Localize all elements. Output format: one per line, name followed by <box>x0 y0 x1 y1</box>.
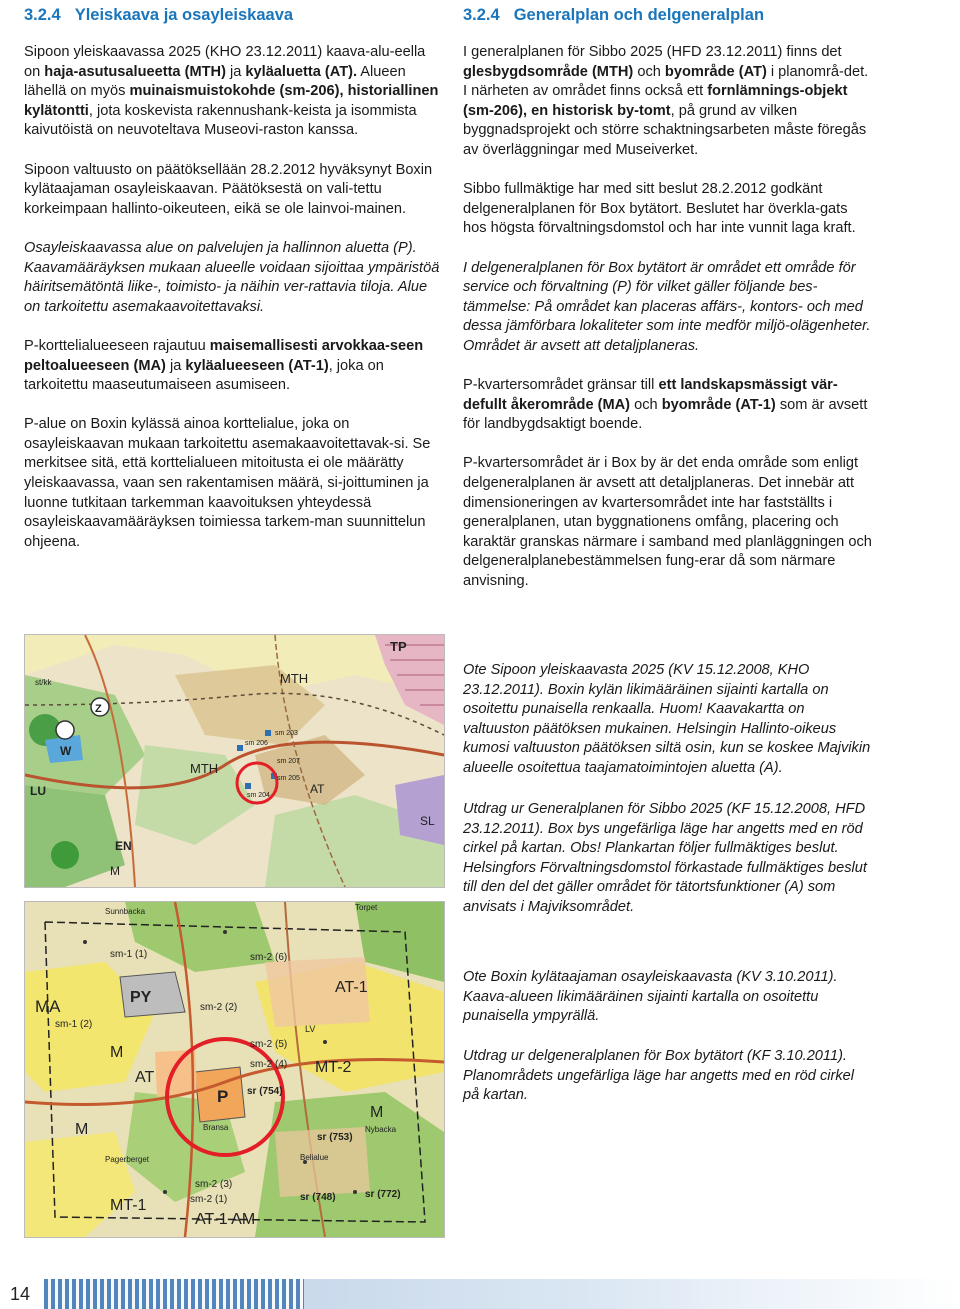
paragraph-sv-3: I delgeneralplanen för Box bytätort är området ett område för service och förvaltning (P) för vilket gäller följande bes-tämmelse: På området kan placeras affärs-, kontors- och med dessa jämförbara lokaliteter som inte medför miljö-olägenheter. Området är avsett att detaljplaneras. <box>463 259 871 354</box>
map-label: Torpet <box>355 903 378 912</box>
map-label: st/kk <box>35 678 52 687</box>
partial-master-plan-map-graphic <box>25 902 444 1237</box>
map-caption-fi-1: Ote Sipoon yleiskaavasta 2025 (KV 15.12.2008, KHO 23.12.2011). Boxin kylän likimääräinen sijainti kartalla on osoitettu punaisella renkaalla. Huom! Kaavakartta on valtuuston päätöksen mukainen. Helsingin Hallinto-oikeus kumosi valtuuston päätöksen siltä osin, kun se koskee Majvikin alueelle osoitettua taajamatoimintojen aluetta (A). <box>463 662 871 776</box>
map-label: sm 204 <box>247 792 270 799</box>
map-label: TP <box>390 639 407 654</box>
map-label: sm-2 (6) <box>250 952 288 963</box>
map-label: sm-2 (5) <box>250 1039 288 1050</box>
text-run: och <box>633 63 665 80</box>
text-run: som är avsett för landbygdsaktigt boende. <box>463 396 868 433</box>
paragraph-sv-4 <box>463 376 873 435</box>
bold-run: muinaismuistokohde (sm-206), historiallinen kylätontti <box>24 83 439 119</box>
map-label: M <box>75 1121 89 1138</box>
map-label: sm 207 <box>277 758 300 765</box>
text-run: ja <box>225 63 246 80</box>
text-run: , jota koskevista rakennushank-keista ja isommista kaivutöistä on neuvoteltava Museovi-raston kanssa. <box>24 102 417 139</box>
map-caption-sv-2: Utdrag ur delgeneralplanen för Box bytätort (KF 3.10.2011). Planområdets ungefärliga läge har angetts med en röd cirkel på kartan. <box>463 1048 855 1104</box>
bold-run: kyläalueeseen (AT-1) <box>185 357 329 374</box>
text-run: , joka on tarkoitettu maaseutumaiseen asumiseen. <box>24 357 384 394</box>
paragraph-fi-4 <box>24 337 444 396</box>
map-label: MTH <box>280 671 309 686</box>
text-run: P-kvartersområdet gränsar till <box>463 377 659 394</box>
map-label: sm-2 (4) <box>250 1059 288 1070</box>
map-label: MTH <box>190 761 219 776</box>
text-run: , på grund av vilken byggnadsprojekt och större schaktningsarbeten måste föregås av överläggningar med Museiverket. <box>463 102 867 158</box>
section-heading-sv <box>463 4 873 26</box>
section-title-fi: Yleiskaava ja osayleiskaava <box>74 6 294 24</box>
footer-stripes <box>44 1279 304 1309</box>
bold-run: glesbygdsområde (MTH) <box>463 63 634 80</box>
general-plan-map <box>24 634 445 888</box>
map-label: EN <box>115 839 132 853</box>
bold-run: maisemallisesti arvokkaa-seen peltoalueeseen (MA) <box>24 337 424 374</box>
text-run: P-korttelialueeseen rajautuu <box>24 337 210 354</box>
paragraph-fi-1 <box>24 43 444 141</box>
paragraph-fi-5: P-alue on Boxin kylässä ainoa korttelialue, joka on osayleiskaavan mukaan tarkoitettu asemakaavoitettavak-si. Se merkitsee sitä, että korttelialueen mitoitusta ei ole määrätty yleiskaavassa, vaan sen rakentamisen määrä, si-joittuminen ja luonne tutkitaan tarkemman kaavoituksen yhteydessä osayleiskaavamääräyksen toimiessa tarkem-man suunnittelun ohjeena. <box>24 416 431 550</box>
map-label: sm-2 (3) <box>195 1179 233 1190</box>
map-label: Z <box>95 703 102 715</box>
map-label: sm 203 <box>275 730 298 737</box>
bold-run: fornlämnings-objekt (sm-206), en historisk by-tomt <box>463 83 848 119</box>
map-label: Sunnbacka <box>105 907 146 916</box>
text-run: I generalplanen för Sibbo 2025 (HFD 23.12.2011) finns det <box>463 44 842 60</box>
text-run: ja <box>165 357 186 374</box>
map-caption-fi-2: Ote Boxin kylätaajaman osayleiskaavasta (KV 3.10.2011). Kaava-alueen likimääräinen sijainti kartalla on osoitettu punaisella ympyrällä. <box>463 969 838 1025</box>
bold-run: byområde (AT) <box>664 63 767 80</box>
swedish-column <box>463 0 873 592</box>
map-label: sm-1 (2) <box>55 1019 93 1030</box>
partial-master-plan-map <box>24 901 445 1238</box>
finnish-column <box>24 0 444 552</box>
map-caption-sv-1: Utdrag ur Generalplanen för Sibbo 2025 (KF 15.12.2008, HFD 23.12.2011). Box bys ungefärliga läge har angetts med en röd cirkel på kartan. Obs! Plankartan följer fullmäktiges beslut. Helsingfors Förvaltningsdomstol förkastade fullmäktiges beslut till den del det gäller området för tätortsfunktioner (A) som anvisats i Majviksområdet. <box>463 801 867 915</box>
text-run: Alueen lähellä on myös <box>24 63 406 100</box>
map-label: Belialue <box>300 1153 329 1162</box>
map-label: sm 206 <box>245 740 268 747</box>
map-label: MA <box>35 997 61 1016</box>
map-label: sm-1 (1) <box>110 949 148 960</box>
map-label: AT <box>310 782 325 796</box>
bold-run: byområde (AT-1) <box>661 396 776 413</box>
general-plan-map-graphic <box>25 635 444 887</box>
text-run: i planområ-det. I närheten av området finns också ett <box>463 63 869 100</box>
map-label: LU <box>30 784 46 798</box>
map-label: SL <box>420 814 435 828</box>
page-number: 14 <box>9 1284 31 1304</box>
bold-run: kyläaluetta (AT). <box>245 63 358 80</box>
map-label: AT-1 AM <box>195 1211 256 1228</box>
section-title-sv: Generalplan och delgeneralplan <box>513 6 765 24</box>
map-label: MT-2 <box>315 1059 352 1076</box>
map-label: PY <box>130 989 152 1006</box>
section-number-fi: 3.2.4 <box>24 6 61 24</box>
map-label: M <box>370 1104 384 1121</box>
map-label: sm-2 (1) <box>190 1194 228 1205</box>
map-label: M <box>110 1044 124 1061</box>
map-label: Pagerberget <box>105 1155 150 1164</box>
text-run: och <box>630 396 662 413</box>
bold-run: ett landskapsmässigt vär-defullt åkerområde (MA) <box>463 377 838 413</box>
map-label: AT <box>135 1069 155 1086</box>
map-label: W <box>60 744 72 758</box>
map-label: sm-2 (2) <box>200 1002 238 1013</box>
paragraph-fi-3: Osayleiskaavassa alue on palvelujen ja hallinnon aluetta (P). Kaavamääräyksen mukaan alueelle voidaan sijoittaa ympäristöä häiritsemätöntä liike-, toimisto- ja näihin ver-rattavia tiloja. Alue on tarkoitettu asemakaavoitettavaksi. <box>24 239 440 315</box>
text-run: Sipoon yleiskaavassa 2025 (KHO 23.12.2011) kaava-alu-eella on <box>24 44 426 80</box>
bold-run: haja-asutusalueetta (MTH) <box>44 63 226 80</box>
paragraph-sv-5: P-kvartersområdet är i Box by är det enda område som enligt delgeneralplanen är avsett att detaljplaneras. Det innebär att dimensioneringen av kvartersområdet inte har fastställts i generalplanen, utan byggnationens omfång, placering och karaktär granskas närmare i samband med planläggningen och delgeneralplanebestämmelsen fung-erar då som närmare anvisning. <box>463 455 872 590</box>
paragraph-sv-1 <box>463 43 873 161</box>
map-label: Nybacka <box>365 1125 397 1134</box>
section-heading-fi <box>24 4 444 26</box>
section-number-sv: 3.2.4 <box>463 6 500 24</box>
paragraph-sv-2: Sibbo fullmäktige har med sitt beslut 28.2.2012 godkänt delgeneralplanen för Box bytätort. Beslutet har överkla-gats hos högsta förvaltningsdomstol och har inte vunnit laga kraft. <box>463 181 856 237</box>
map-label: Bransa <box>203 1123 229 1132</box>
map-label: LV <box>305 1024 316 1034</box>
map-label: P <box>217 1087 229 1106</box>
map-label: sm 205 <box>277 775 300 782</box>
paragraph-fi-2: Sipoon valtuusto on päätöksellään 28.2.2012 hyväksynyt Boxin kylätaajaman osayleiskaavan. Päätöksestä on vali-tettu korkeimpaan hallinto-oikeuteen, eikä se ole lainvoi-mainen. <box>24 161 433 217</box>
map-label: AT-1 <box>335 979 368 996</box>
map-label: MT-1 <box>110 1197 147 1214</box>
map-label: M <box>110 864 120 878</box>
map-label: sr (772) <box>365 1189 401 1200</box>
map-label: sr (748) <box>300 1192 336 1203</box>
map-label: sr (753) <box>317 1132 353 1143</box>
map-label: sr (754) <box>247 1086 283 1097</box>
